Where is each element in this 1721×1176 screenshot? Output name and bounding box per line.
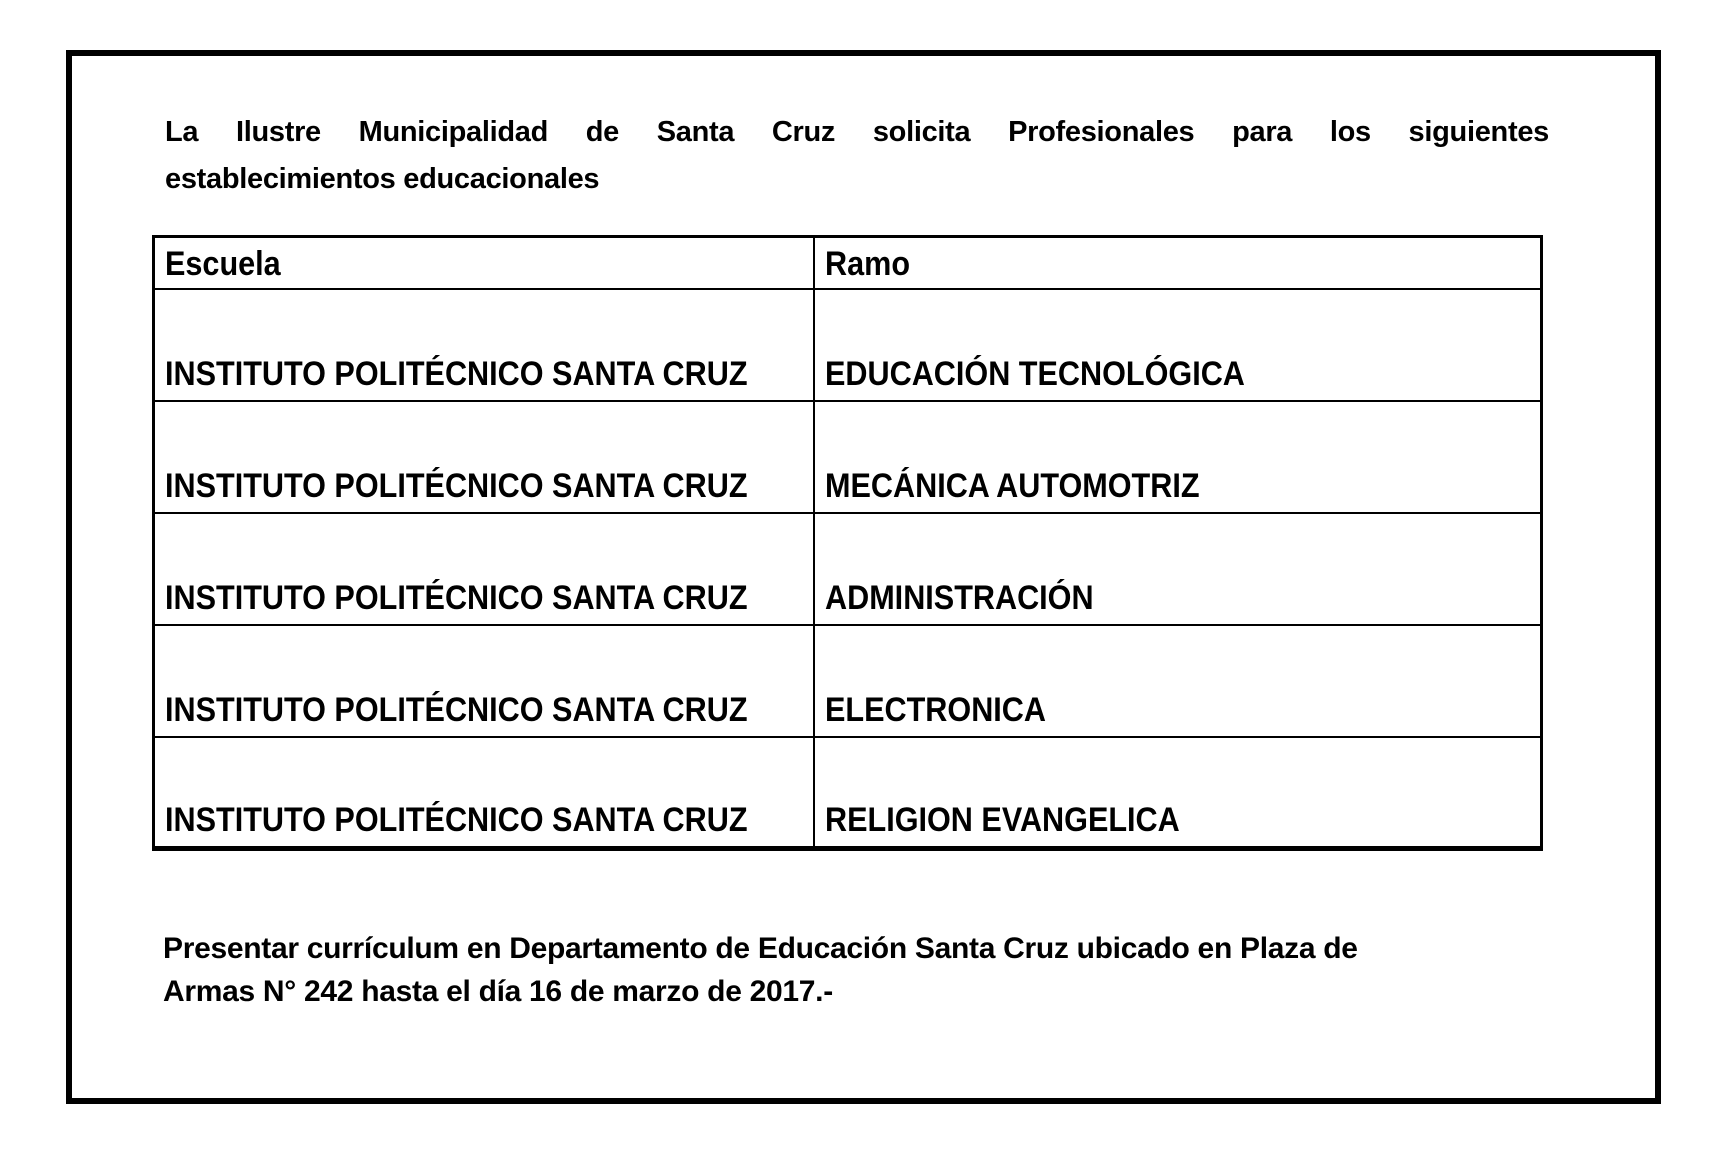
escuela-text: INSTITUTO POLITÉCNICO SANTA CRUZ	[165, 801, 748, 839]
intro-line-1: La Ilustre Municipalidad de Santa Cruz solicita Profesionales para los siguientes	[165, 116, 1549, 148]
ramo-cell	[814, 513, 1542, 625]
ramo-text: RELIGION EVANGELICA	[824, 801, 1180, 839]
vacancy-table	[152, 235, 1543, 851]
escuela-text: INSTITUTO POLITÉCNICO SANTA CRUZ	[165, 466, 748, 505]
escuela-text: INSTITUTO POLITÉCNICO SANTA CRUZ	[165, 354, 748, 393]
ramo-cell	[814, 401, 1542, 513]
intro-paragraph	[165, 109, 1549, 203]
ramo-text: ADMINISTRACIÓN	[824, 578, 1094, 617]
footer-line-2: Armas N° 242 hasta el día 16 de marzo de 2017.-	[163, 975, 833, 1008]
ramo-cell	[814, 737, 1542, 849]
escuela-cell	[154, 401, 814, 513]
column-header-ramo	[814, 237, 1542, 289]
table-row	[154, 625, 1542, 737]
ramo-cell	[814, 289, 1542, 401]
footer-paragraph	[163, 927, 1563, 1013]
escuela-text: INSTITUTO POLITÉCNICO SANTA CRUZ	[165, 690, 748, 729]
table-row	[154, 401, 1542, 513]
ramo-text: ELECTRONICA	[824, 690, 1046, 729]
column-header-ramo-label: Ramo	[824, 244, 910, 283]
escuela-cell	[154, 625, 814, 737]
intro-line-2: establecimientos educacionales	[165, 163, 600, 195]
footer-line-1: Presentar currículum en Departamento de Educación Santa Cruz ubicado en Plaza de	[163, 932, 1358, 965]
table-row	[154, 289, 1542, 401]
column-header-escuela-label: Escuela	[165, 244, 281, 283]
escuela-cell	[154, 513, 814, 625]
table-row	[154, 513, 1542, 625]
ramo-text: EDUCACIÓN TECNOLÓGICA	[824, 354, 1245, 393]
escuela-cell	[154, 737, 814, 849]
ramo-text: MECÁNICA AUTOMOTRIZ	[824, 466, 1200, 505]
ramo-cell	[814, 625, 1542, 737]
escuela-text: INSTITUTO POLITÉCNICO SANTA CRUZ	[165, 578, 748, 617]
table-header-row	[154, 237, 1542, 289]
table-row	[154, 737, 1542, 849]
escuela-cell	[154, 289, 814, 401]
column-header-escuela	[154, 237, 814, 289]
